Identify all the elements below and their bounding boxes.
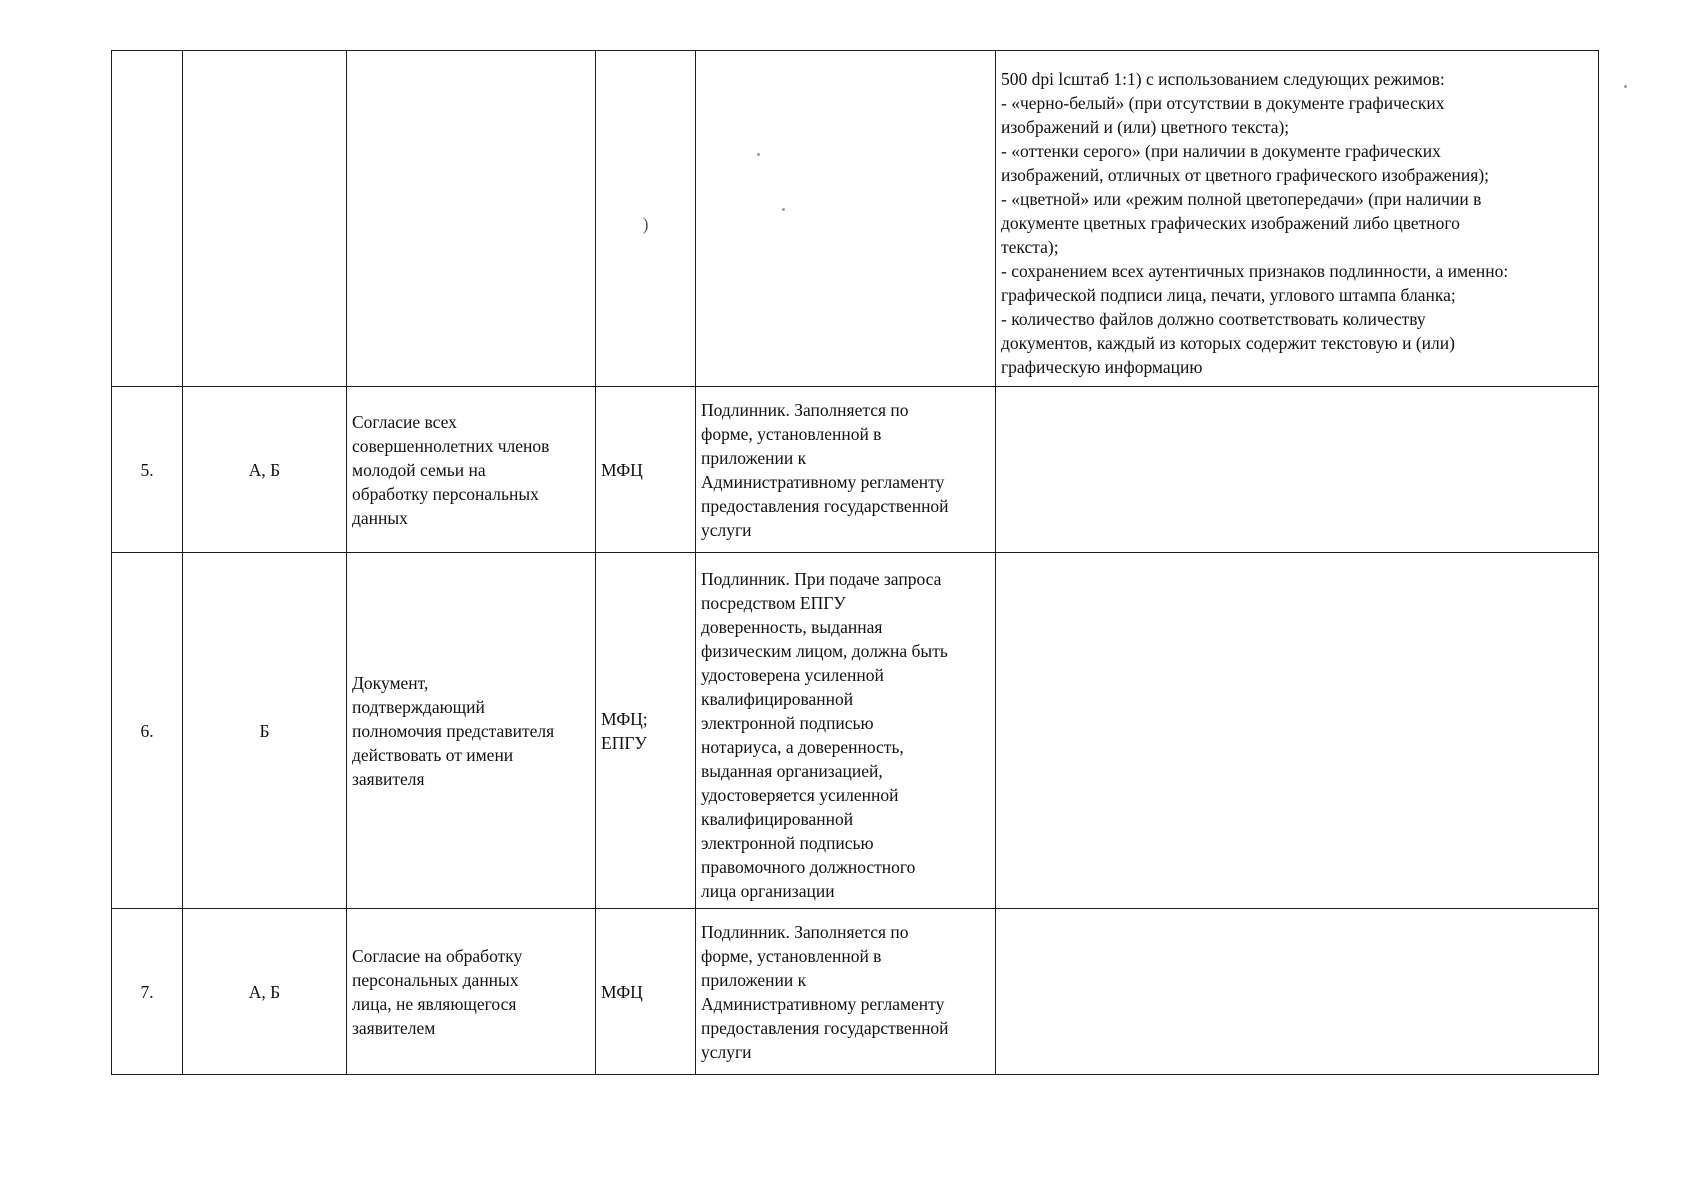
notes-line: Подлинник. При подаче запроса (701, 568, 942, 589)
notes-line: посредством ЕПГУ (701, 592, 846, 613)
table-row-continuation (112, 51, 1599, 387)
notes-cell (696, 387, 996, 553)
number-cell (112, 909, 183, 1075)
notes-line: электронной подписью (701, 832, 874, 853)
requirements-cell (996, 51, 1599, 387)
source-cell (596, 553, 696, 909)
requirements-line: - сохранением всех аутентичных признаков подлинности, а именно: (1001, 260, 1509, 281)
notes-cell (696, 553, 996, 909)
requirements-line: графической подписи лица, печати, углового штампа бланка; (1001, 284, 1456, 305)
table-row-5 (112, 387, 1599, 553)
number-cell (112, 387, 183, 553)
category-cell (183, 387, 347, 553)
notes-cell (696, 909, 996, 1075)
document-name-line: совершеннолетних членов (352, 435, 550, 456)
document-name-line: лица, не являющегося (352, 993, 517, 1014)
row-number: 6. (140, 720, 154, 741)
notes-line: лица организации (701, 880, 835, 901)
applicant-category: А, Б (248, 981, 281, 1002)
requirements-line: документов, каждый из которых содержит текстовую и (или) (1001, 332, 1455, 353)
number-cell (112, 553, 183, 909)
document-name-line: персональных данных (352, 969, 519, 990)
notes-line: Подлинник. Заполняется по (701, 399, 909, 420)
number-cell (112, 51, 183, 387)
notes-line: предоставления государственной (701, 1017, 949, 1038)
requirements-line: графическую информацию (1001, 356, 1203, 377)
document-name-line: полномочия представителя (352, 720, 555, 741)
requirements-cell (996, 553, 1599, 909)
table-row-7 (112, 909, 1599, 1075)
requirements-line: текста); (1001, 236, 1059, 257)
notes-line: услуги (701, 1041, 752, 1062)
document-cell (347, 909, 596, 1075)
submission-channel: МФЦ; (601, 708, 648, 729)
source-mark: ) (642, 213, 649, 234)
requirements-line: - «оттенки серого» (при наличии в документе графических (1001, 140, 1441, 161)
scan-dust-mark (1624, 85, 1627, 88)
requirements-line: изображений и (или) цветного текста); (1001, 116, 1290, 137)
document-cell (347, 51, 596, 387)
notes-line: физическим лицом, должна быть (701, 640, 948, 661)
row-number: 7. (140, 981, 154, 1002)
notes-cell (696, 51, 996, 387)
document-name-line: данных (352, 507, 408, 528)
notes-line: нотариуса, а доверенность, (701, 736, 904, 757)
submission-channel: МФЦ (601, 459, 643, 480)
notes-line: форме, установленной в (701, 945, 882, 966)
notes-line: форме, установленной в (701, 423, 882, 444)
notes-line: предоставления государственной (701, 495, 949, 516)
source-cell (596, 387, 696, 553)
notes-line: удостоверена усиленной (701, 664, 884, 685)
notes-line: доверенность, выданная (701, 616, 883, 637)
source-cell (596, 909, 696, 1075)
category-cell (183, 909, 347, 1075)
document-cell (347, 387, 596, 553)
notes-line: удостоверяется усиленной (701, 784, 899, 805)
notes-line: приложении к (701, 969, 807, 990)
notes-line: квалифицированной (701, 688, 854, 709)
notes-line: правомочного должностного (701, 856, 916, 877)
notes-line: Административному регламенту (701, 471, 945, 492)
notes-line: квалифицированной (701, 808, 854, 829)
document-name-line: заявителя (352, 768, 425, 789)
notes-line: электронной подписью (701, 712, 874, 733)
notes-line: приложении к (701, 447, 807, 468)
requirements-cell (996, 387, 1599, 553)
table-row-6 (112, 553, 1599, 909)
submission-channel: ЕПГУ (601, 732, 647, 753)
requirements-line: документе цветных графических изображений либо цветного (1001, 212, 1460, 233)
notes-line: выданная организацией, (701, 760, 883, 781)
document-cell (347, 553, 596, 909)
source-cell (596, 51, 696, 387)
requirements-line: изображений, отличных от цветного графического изображения); (1001, 164, 1490, 185)
notes-line: Подлинник. Заполняется по (701, 921, 909, 942)
documents-table (111, 50, 1599, 1075)
requirements-text (1001, 67, 1593, 379)
requirements-line: 500 dpi lсштаб 1:1) с использованием следующих режимов: (1001, 68, 1445, 89)
requirements-cell (996, 909, 1599, 1075)
document-name-line: подтверждающий (352, 696, 485, 717)
document-name-line: молодой семьи на (352, 459, 486, 480)
document-name-line: действовать от имени (352, 744, 514, 765)
notes-line: услуги (701, 519, 752, 540)
requirements-line: - «цветной» или «режим полной цветопередачи» (при наличии в (1001, 188, 1482, 209)
requirements-line: - количество файлов должно соответствовать количеству (1001, 308, 1426, 329)
row-number: 5. (140, 459, 154, 480)
category-cell (183, 553, 347, 909)
document-name-line: заявителем (352, 1017, 436, 1038)
submission-channel: МФЦ (601, 981, 643, 1002)
applicant-category: Б (259, 720, 270, 741)
document-name-line: Согласие на обработку (352, 945, 523, 966)
category-cell (183, 51, 347, 387)
notes-line: Административному регламенту (701, 993, 945, 1014)
document-name-line: Согласие всех (352, 411, 457, 432)
requirements-line: - «черно-белый» (при отсутствии в документе графических (1001, 92, 1445, 113)
document-name-line: обработку персональных (352, 483, 539, 504)
document-name-line: Документ, (352, 672, 429, 693)
applicant-category: А, Б (248, 459, 281, 480)
